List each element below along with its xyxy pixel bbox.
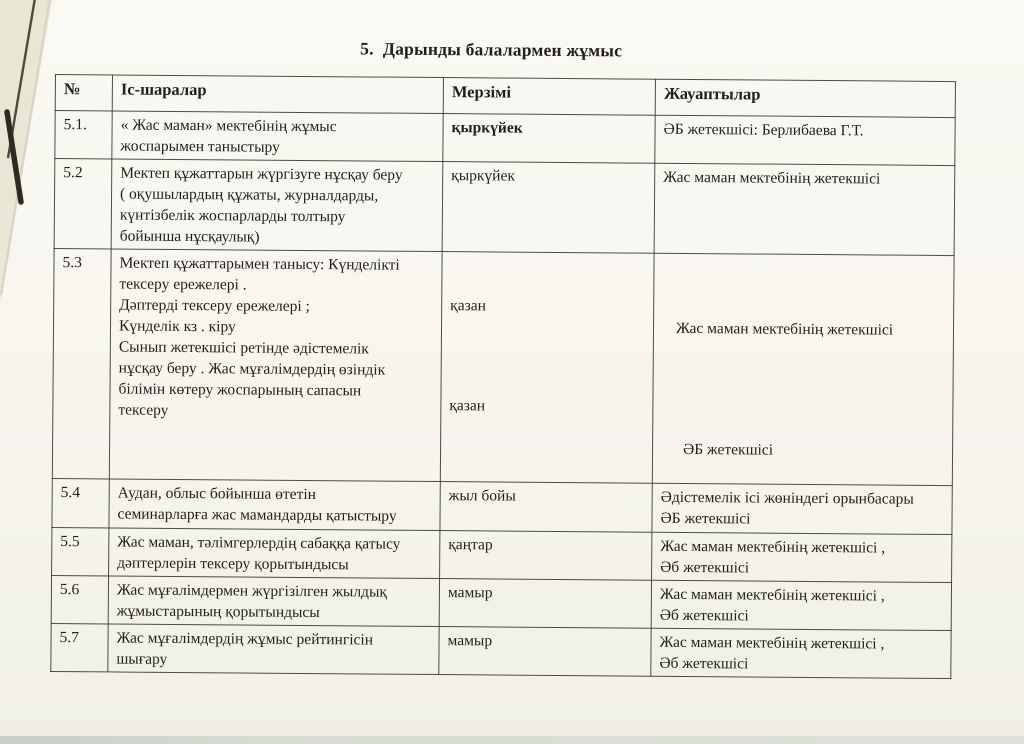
term-cell: мамыр: [439, 627, 651, 677]
table-row: [54, 159, 955, 256]
activity-cell: Мектеп құжаттарымен танысу: Күнделікті тексеру ережелері . Дәптерді тексеру ережелері ; Күнделік кз . кіру Сынып жетекшісі ретінде әдістемелік нұсқау беру . Жас мұғалімдердің өзіндік білімін көтеру жоспарының сапасын тексеру: [109, 249, 442, 482]
header-responsible: Жауаптылар: [655, 79, 955, 117]
document-title: 5. Дарынды балалармен жұмыс: [360, 38, 623, 61]
scan-bottom-edge: [0, 736, 1024, 744]
row-number-cell: 5.7: [51, 623, 108, 671]
term-cell: жыл бойы: [440, 482, 652, 533]
row-number-cell: 5.2: [54, 159, 112, 249]
responsible-cell: Жас маман мектебінің жетекшісі , Әб жетекшісі: [651, 628, 951, 678]
term-cell: қыркүйек: [442, 162, 655, 254]
table-row: [52, 248, 954, 485]
responsible-entry-1: Жас маман мектебінің жетекшісі: [675, 319, 894, 339]
term-cell: қыркүйек: [443, 114, 655, 164]
table-row: [52, 527, 952, 582]
responsible-cell: ӘБ жетекшісі: Берлибаева Г.Т.: [655, 115, 955, 165]
term-cell: [440, 252, 654, 484]
header-activity: Іс-шаралар: [112, 75, 443, 114]
table-row: [52, 478, 952, 534]
activity-cell: Мектеп құжаттарын жүргізуге нұсқау беру ( оқушылардың құжаты, журналдарды, күнтізбелік жоспарларды толтыру бойынша нұсқаулық): [111, 159, 443, 252]
table-row: [51, 623, 951, 678]
responsible-cell: [652, 253, 954, 485]
term-entry-1: қазан: [450, 297, 486, 315]
header-number: №: [55, 75, 112, 111]
activity-cell: Жас мұғалімдердің жұмыс рейтингісін шығару: [108, 624, 439, 675]
responsible-cell: Жас маман мектебінің жетекшісі , Әб жетекшісі: [652, 532, 952, 582]
header-term: Мерзімі: [443, 78, 655, 116]
responsible-cell: Әдістемелік ісі жөніндегі орынбасары ӘБ жетекшісі: [652, 483, 952, 534]
activity-cell: Аудан, облыс бойынша өтетін семинарларға жас мамандарды қатыстыру: [109, 479, 440, 531]
row-number-cell: 5.6: [51, 575, 108, 623]
activity-cell: « Жас маман» мектебінің жұмыс жоспарымен таныстыру: [112, 111, 443, 162]
term-entry-2: қазан: [449, 397, 486, 415]
term-cell: қаңтар: [440, 531, 652, 581]
responsible-cell: Жас маман мектебінің жетекшісі , Әб жетекшісі: [651, 580, 951, 630]
plan-table: [50, 74, 956, 679]
activity-cell: Жас мұғалімдермен жүргізілген жылдық жұмыстарының қорытындысы: [108, 576, 439, 627]
row-number-cell: 5.1.: [55, 111, 112, 159]
table-row: [51, 575, 951, 630]
row-number-cell: 5.4: [52, 478, 109, 527]
row-number-cell: 5.5: [52, 527, 109, 575]
responsible-cell: Жас маман мектебінің жетекшісі: [654, 163, 955, 255]
row-number-cell: 5.3: [52, 248, 111, 478]
activity-cell: Жас маман, тәлімгерлердің сабаққа қатысу дәптерлерін тексеру қорытындысы: [109, 528, 440, 579]
table-row: [55, 111, 955, 166]
term-cell: мамыр: [439, 579, 651, 629]
responsible-entry-2: ӘБ жетекшісі: [683, 440, 774, 459]
